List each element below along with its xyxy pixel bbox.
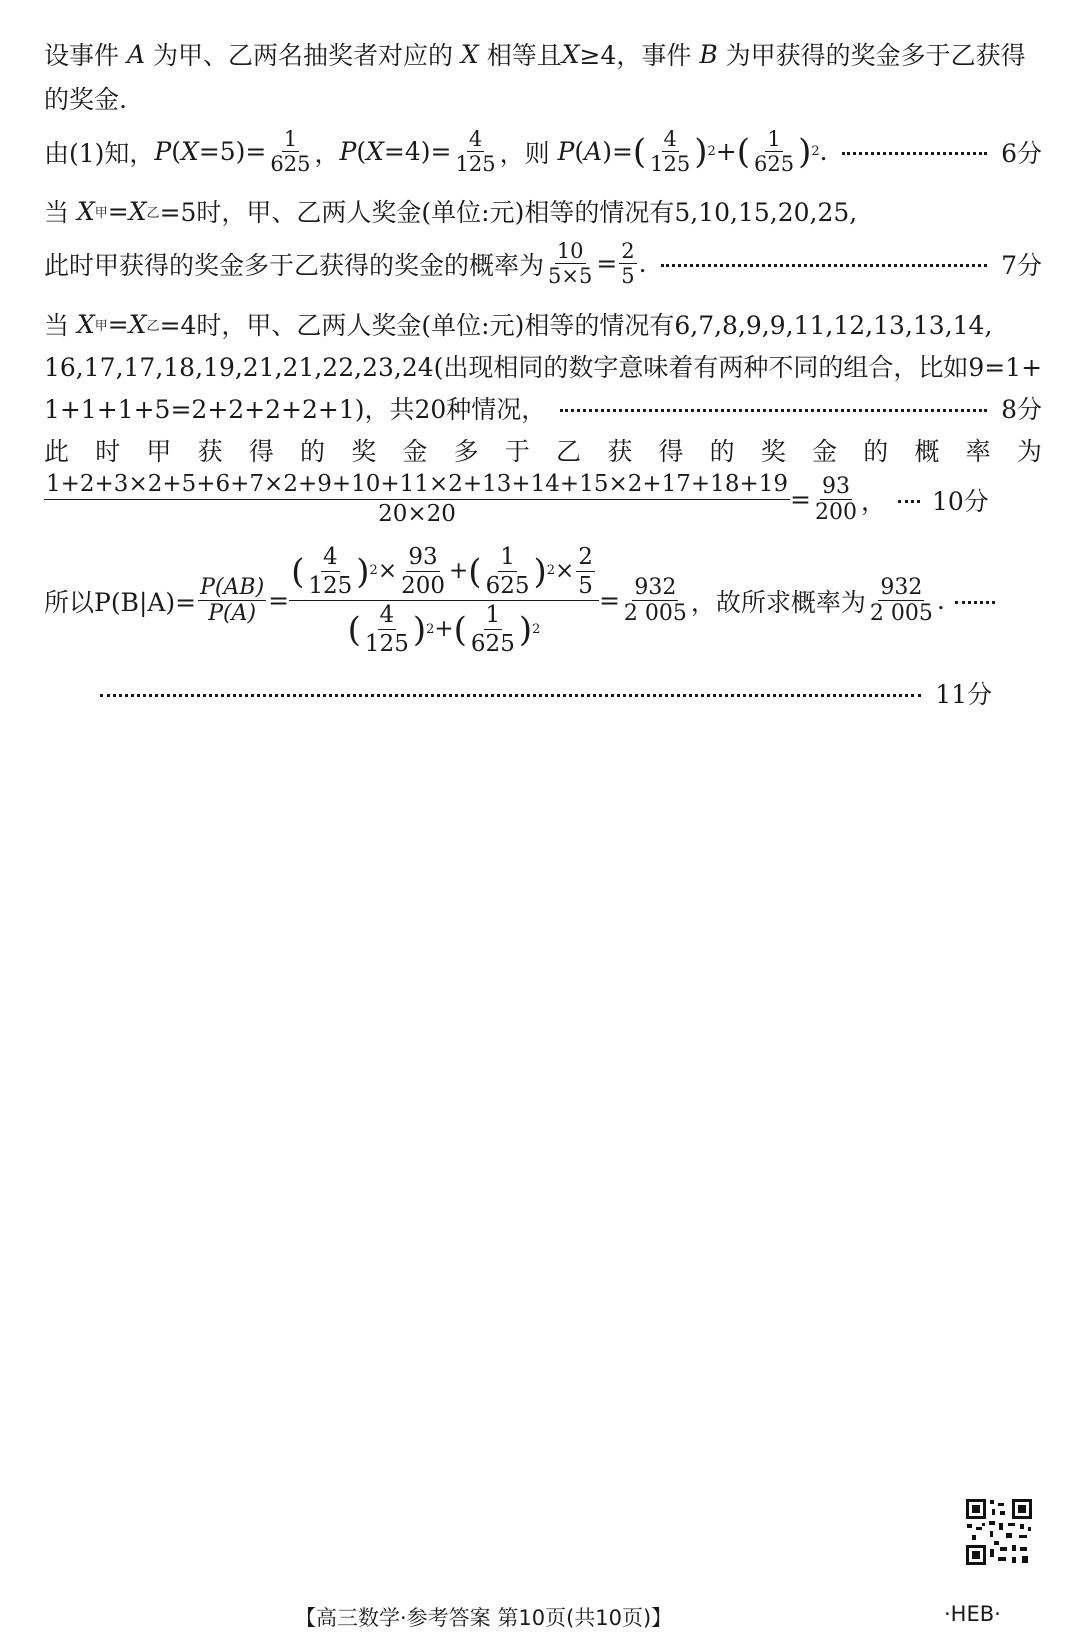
spread-char: 的 <box>709 437 735 466</box>
probability-4-line <box>44 432 1042 468</box>
final-score-line <box>100 675 992 711</box>
spread-char: 得 <box>658 437 684 466</box>
score-11: 11分 <box>935 680 992 709</box>
spread-char: 奖 <box>760 437 786 466</box>
spread-char: 获 <box>197 437 223 466</box>
fraction-2-5: $\frac{2}{5}$ <box>621 239 635 289</box>
spread-char: 时 <box>95 437 121 466</box>
dot-leader <box>560 409 987 412</box>
fraction-4-125: $\frac{4}{125}$ <box>455 127 496 177</box>
compound-fraction: ( $\frac{4}{125}$ ) 2 × $\frac{93}{200}$ + ( $\frac{1}{625}$ ) 2 × $\frac{2}{5}$ ( $\frac{4}{125}$ ) 2 + ( $\frac{1}{625}$ ) 2 <box>289 545 599 657</box>
spread-char: 的 <box>300 437 326 466</box>
fraction-932-2005: $\frac{932}{2 005}$ <box>623 575 687 627</box>
probability-5-line: 此时甲获得的奖金多于乙获得的奖金的概率为 $\frac{10}{5\times 5}$ = $\frac{2}{5}$ . 7分 <box>44 239 1042 289</box>
spread-char: 金 <box>402 437 428 466</box>
fraction-10-25: $\frac{10}{5\times 5}$ <box>548 239 593 289</box>
spread-char: 此 <box>44 437 70 466</box>
score-8: 8分 <box>1001 395 1042 424</box>
dot-leader <box>661 264 987 267</box>
fraction-932-2005-final: $\frac{932}{2 005}$ <box>869 575 933 627</box>
footer-page-info: 【高三数学·参考答案 第10页(共10页)】 <box>295 1606 673 1630</box>
equal-4-line-3: 1+1+1+5=2+2+2+2+1)，共20种情况， 8分 <box>44 390 1042 426</box>
event-definition-line-2 <box>44 80 1042 116</box>
dot-leader <box>100 694 921 697</box>
dot-leader <box>898 500 920 503</box>
spread-char: 率 <box>965 437 991 466</box>
long-fraction-line: $\frac{1+2+3\times 2+5+6+7\times 2+9+10+11\times 2+13+14+15\times 2+17+18+19}{20\times 20}$ = $\frac{93}{200}$ ， 10分 <box>46 471 989 528</box>
dot-leader <box>842 152 987 155</box>
spread-char: 乙 <box>556 437 582 466</box>
score-10: 10分 <box>931 486 989 516</box>
spread-char: 获 <box>607 437 633 466</box>
qr-code-icon <box>964 1497 1034 1567</box>
equal-5-line: 当 X 甲 = X 乙 =5时，甲、乙两人奖金(单位:元)相等的情况有5,10,15,20,25, <box>44 196 858 227</box>
fraction-93-200: $\frac{93}{200}$ <box>814 474 857 526</box>
equal-4-line: 当 X 甲 = X 乙 =4时，甲、乙两人奖金(单位:元)相等的情况有6,7,8,9,9,11,12,13,13,14, <box>44 309 993 340</box>
score-7: 7分 <box>1001 250 1042 280</box>
spread-char: 于 <box>504 437 530 466</box>
spread-char: 为 <box>1016 437 1042 466</box>
footer-code: ·HEB· <box>944 1602 1001 1626</box>
fraction-1-625: $\frac{1}{625}$ <box>270 127 311 177</box>
event-definition-line: 设事件 A 为甲、乙两名抽奖者对应的 X 相等且 X ≥4，事件 B 为甲获得的奖金多于乙获得 <box>44 39 1026 70</box>
spread-char: 得 <box>248 437 274 466</box>
spread-char: 的 <box>863 437 889 466</box>
long-fraction: $\frac{1+2+3\times 2+5+6+7\times 2+9+10+11\times 2+13+14+15\times 2+17+18+19}{20\times 20}$ <box>46 471 788 528</box>
fraction-pab-pa: $\frac{P(AB)}{P(A)}$ <box>200 575 265 627</box>
spread-char: 奖 <box>351 437 377 466</box>
probability-a-line: 由(1)知， P ( X =5)= $\frac{1}{625}$ ， P ( X =4)= $\frac{4}{125}$ ，则 P ( A )= ( $\frac{4}{125}$ ) 2 + ( $\frac{1}{625}$ ) 2 . 6分 <box>44 127 1042 177</box>
spread-char: 概 <box>914 437 940 466</box>
spread-char: 多 <box>453 437 479 466</box>
conditional-probability-line: 所以P(B|A)= $\frac{P(AB)}{P(A)}$ = ( $\frac{4}{125}$ ) 2 × $\frac{93}{200}$ + ( $\frac{1}{625}$ ) 2 × $\frac{2}{5}$ ( $\frac{4}{125}$ ) 2 + ( $\frac{1}{625}$ ) 2 = $\frac{932}{2 005}$ ，故所求概率为 $\frac{932}{2 005}$ . <box>44 545 1042 657</box>
spread-char: 甲 <box>146 437 172 466</box>
score-6: 6分 <box>1001 138 1042 168</box>
equal-4-line-2: 16,17,17,18,19,21,21,22,23,24(出现相同的数字意味着有两种不同的组合，比如9=1+ <box>44 353 1043 382</box>
spread-char: 金 <box>812 437 838 466</box>
line-text: 的奖金. <box>44 85 127 114</box>
dot-leader <box>955 601 995 604</box>
